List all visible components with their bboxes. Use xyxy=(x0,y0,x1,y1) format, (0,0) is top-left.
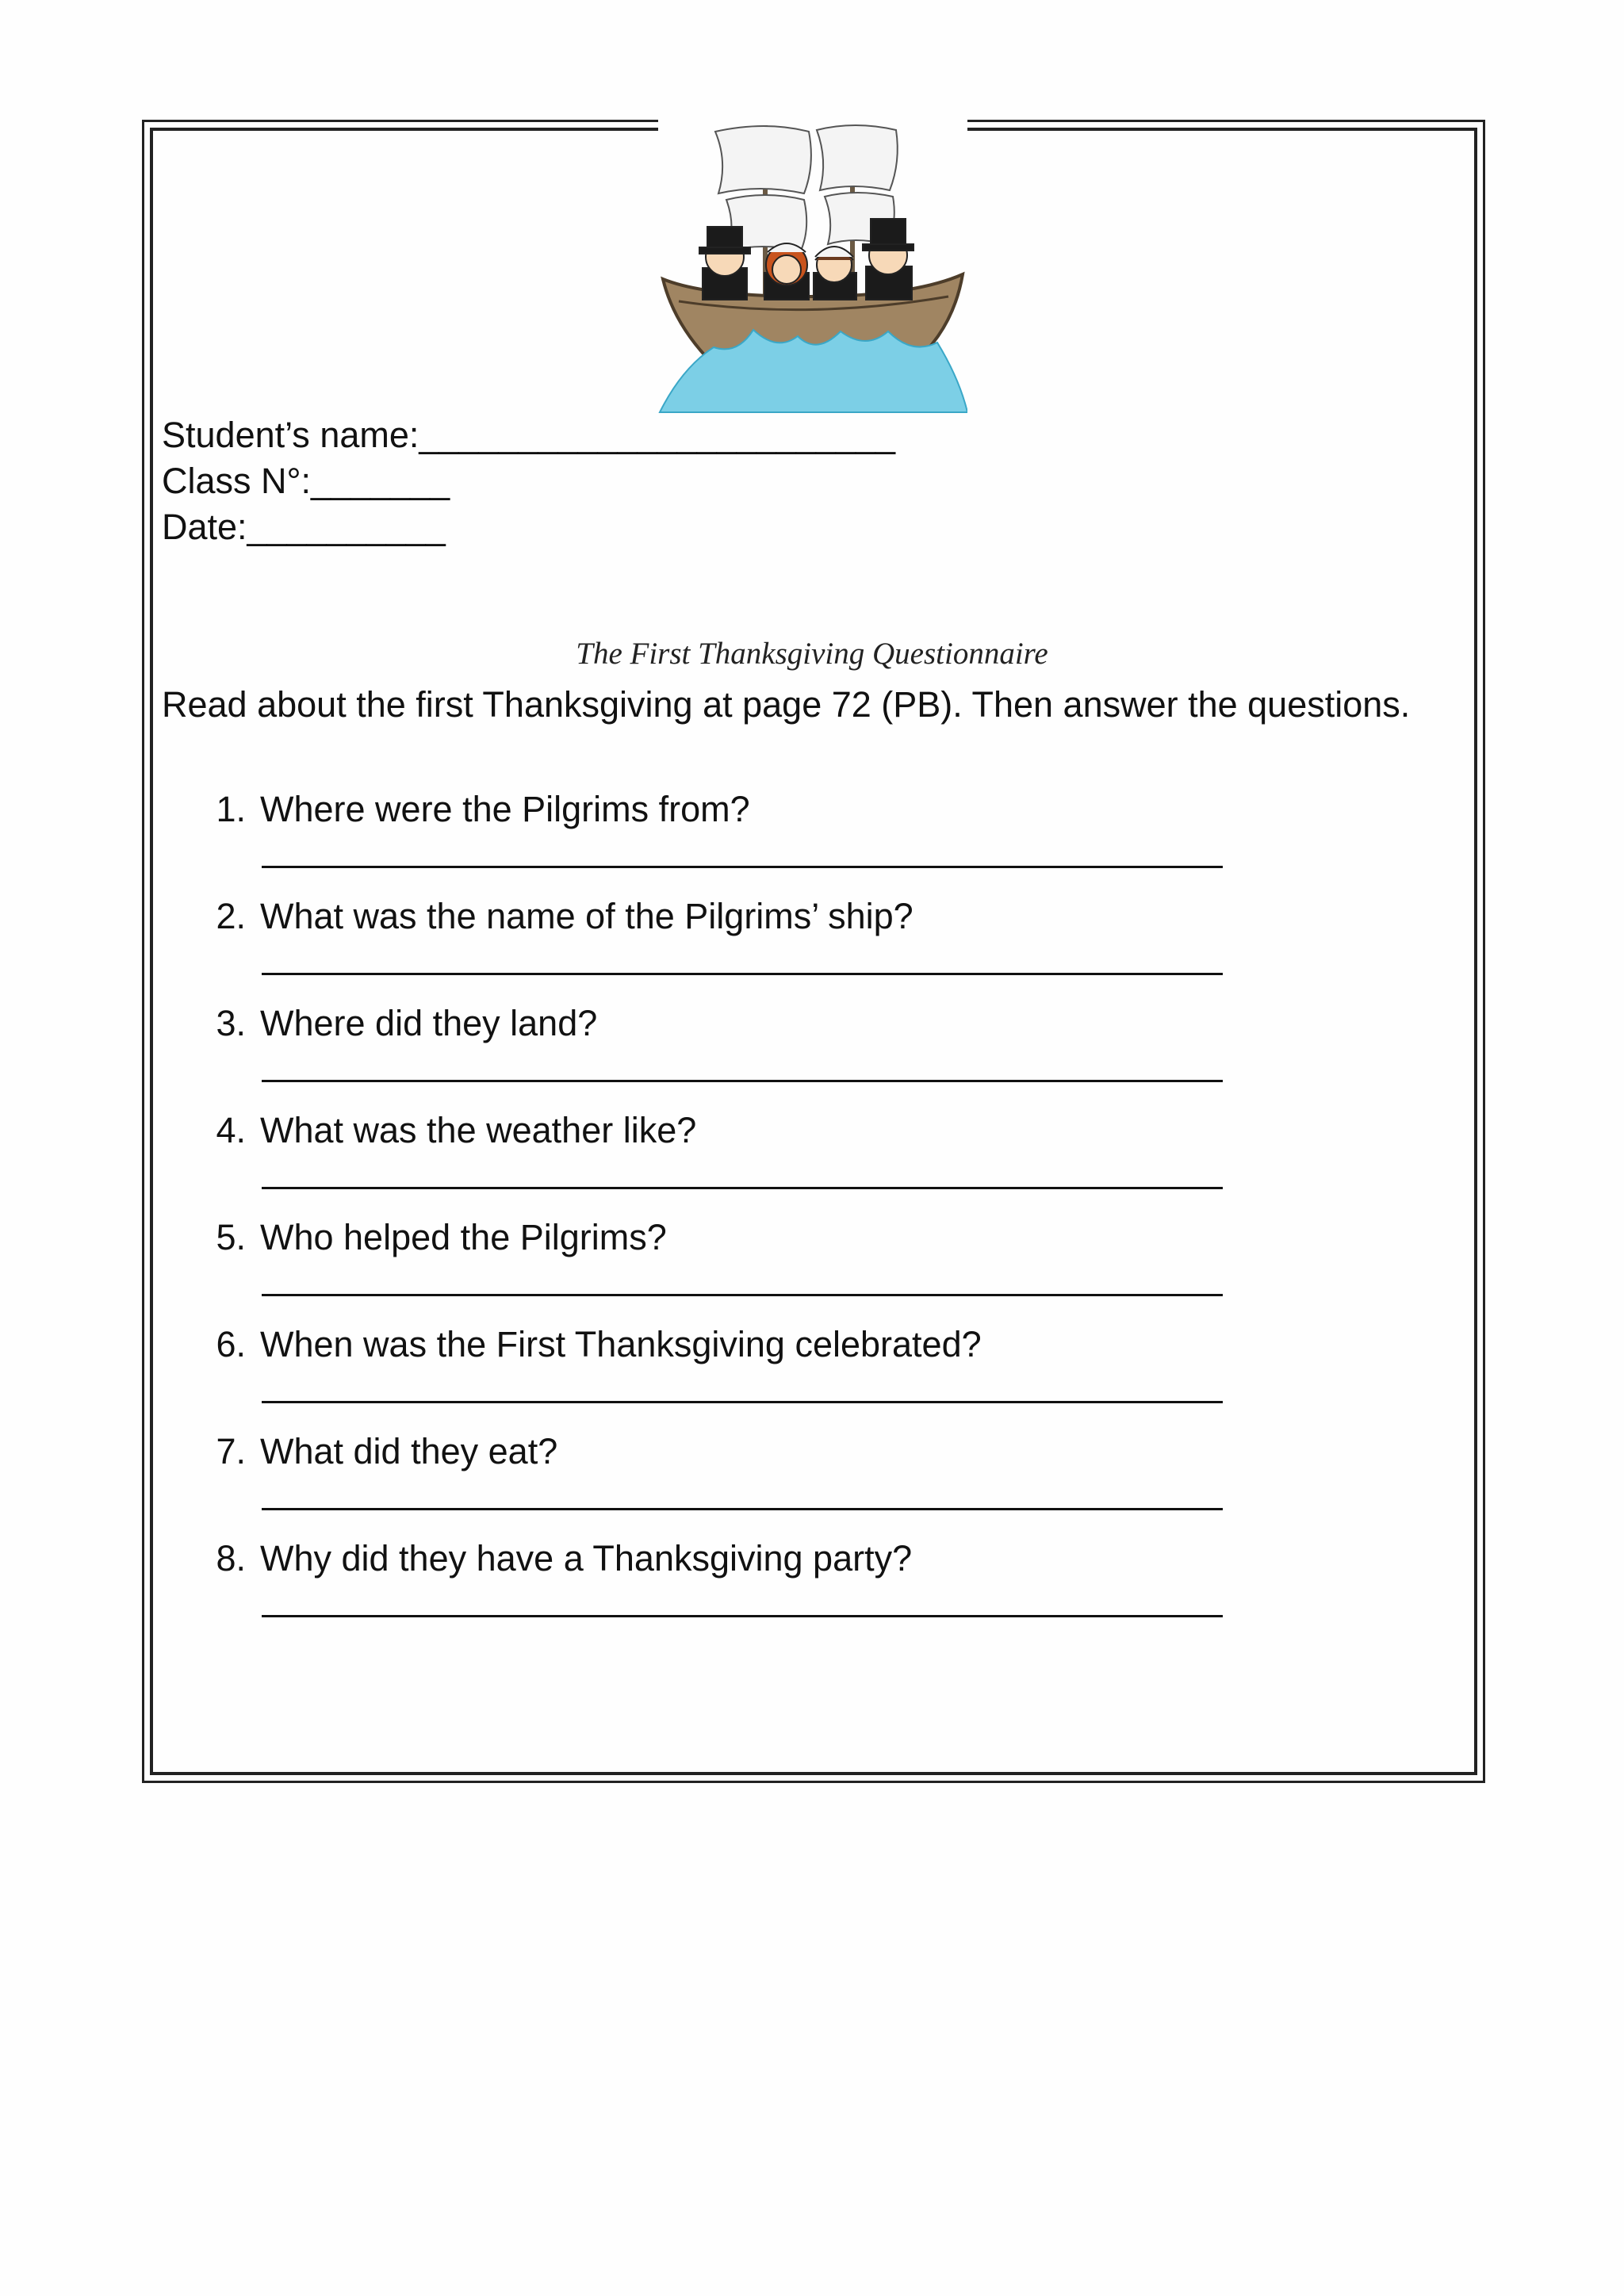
question-number: 6. xyxy=(216,1324,246,1364)
question-text: Where did they land? xyxy=(260,1003,598,1043)
answer-line[interactable] xyxy=(262,973,1223,975)
question-text: Why did they have a Thanksgiving party? xyxy=(260,1538,913,1578)
question-number: 1. xyxy=(216,789,246,829)
question-number: 4. xyxy=(216,1110,246,1150)
question-text: When was the First Thanksgiving celebrated? xyxy=(260,1324,982,1364)
worksheet-title: The First Thanksgiving Questionnaire xyxy=(576,637,1048,671)
answer-line[interactable] xyxy=(262,866,1223,868)
question-number: 5. xyxy=(216,1217,246,1257)
answer-line[interactable] xyxy=(262,1080,1223,1082)
answer-line[interactable] xyxy=(262,1294,1223,1296)
question-text: What was the name of the Pilgrims’ ship? xyxy=(260,896,914,936)
class-number-field[interactable]: Class N°:_______ xyxy=(162,461,450,501)
question-text: What did they eat? xyxy=(260,1431,558,1471)
pilgrim-ship-illustration xyxy=(658,117,967,419)
answer-line[interactable] xyxy=(262,1615,1223,1617)
date-field[interactable]: Date:__________ xyxy=(162,507,446,547)
answer-line[interactable] xyxy=(262,1508,1223,1510)
question-number: 2. xyxy=(216,896,246,936)
question-number: 8. xyxy=(216,1538,246,1578)
question-number: 3. xyxy=(216,1003,246,1043)
question-number: 7. xyxy=(216,1431,246,1471)
instructions-text: Read about the first Thanksgiving at page 72 (PB). Then answer the questions. xyxy=(162,684,1411,725)
question-text: What was the weather like? xyxy=(260,1110,697,1150)
answer-line[interactable] xyxy=(262,1401,1223,1403)
question-text: Who helped the Pilgrims? xyxy=(260,1217,667,1257)
ship-icon xyxy=(658,117,967,419)
student-name-field[interactable]: Student’s name:________________________ xyxy=(162,415,896,455)
question-text: Where were the Pilgrims from? xyxy=(260,789,750,829)
answer-line[interactable] xyxy=(262,1187,1223,1189)
